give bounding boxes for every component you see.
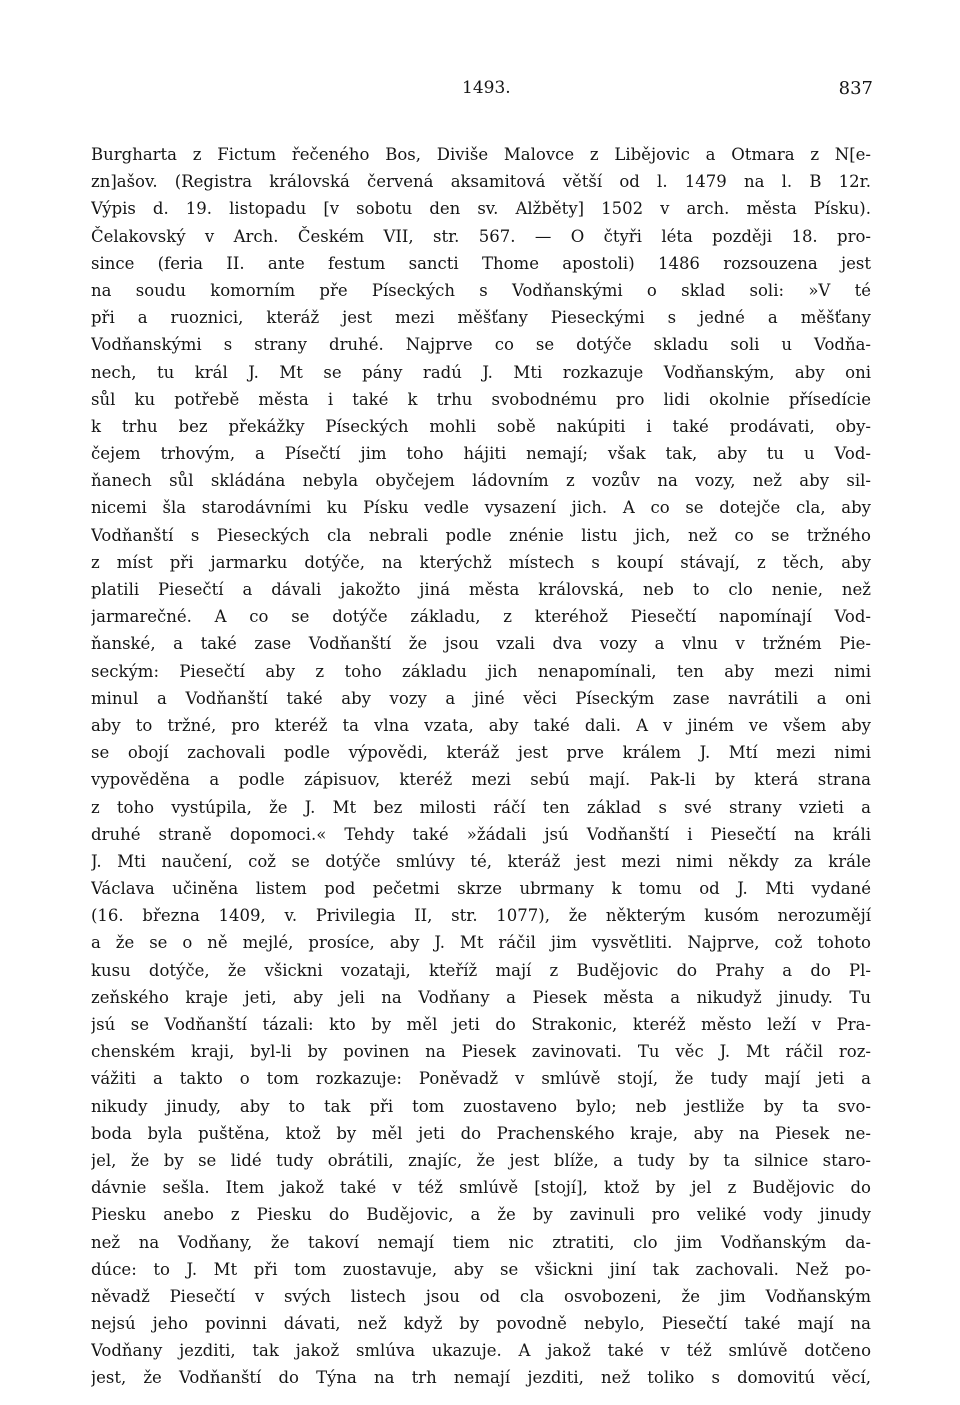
text-line: kusu dotýče, že všickni vozataji, kteříž mají z Budějovic do Prahy a do Pl- [91, 960, 871, 980]
text-line: (16. března 1409, v. Privilegia II, str. 1077), že některým kusóm nerozumějí [91, 906, 871, 926]
text-line: Čelakovský v Arch. Českém VII, str. 567. — O čtyři léta později 18. pro- [91, 226, 871, 246]
text-line: z míst při jarmarku dotýče, na kterýchž místech s koupí stávají, z těch, aby [91, 552, 871, 572]
text-line: a že se o ně mejlé, prosíce, aby J. Mt ráčil jim vysvětliti. Najprve, což tohoto [91, 933, 871, 953]
text-line: při a ruoznici, kteráž jest mezi měšťany Pieseckými s jedné a měšťany [91, 308, 871, 328]
text-line: boda byla puštěna, ktož by měl jeti do Prachenského kraje, aby na Piesek ne- [91, 1123, 871, 1143]
text-line: z toho vystúpila, že J. Mt bez milosti ráčí ten základ s své strany vzieti a [91, 797, 871, 817]
text-line: vypověděna a podle zápisuov, kteréž mezi sebú mají. Pak-li by která strana [91, 770, 871, 790]
text-line: dúce: to J. Mt při tom zuostavuje, aby se všickni jiní tak zachovali. Než po- [91, 1259, 871, 1279]
text-line: na soudu komorním pře Píseckých s Vodňanskými o sklad soli: »V té [91, 280, 871, 300]
text-line: jarmarečné. A co se dotýče základu, z kteréhož Piesečtí napomínají Vod- [91, 607, 871, 627]
text-line: seckým: Piesečtí aby z toho základu jich nenapomínali, ten aby mezi nimi [91, 661, 871, 681]
text-line: sůl ku potřebě města i také k trhu svobodnému pro lidi okolnie přísedície [91, 389, 871, 409]
text-line: nicemi šla starodávními ku Písku vedle vysazení jich. A co se dotejče cla, aby [91, 498, 871, 518]
text-line: jel, že by se lidé tudy obrátili, znajíc, že jest blíže, a tudy by ta silnice staro- [91, 1150, 871, 1170]
text-line: Vodňanskými s strany druhé. Najprve co se dotýče skladu soli u Vodňa- [91, 335, 871, 355]
page-number: 837 [838, 78, 873, 99]
text-line: ňanské, a také zase Vodňanští že jsou vzali dva vozy a vlnu v tržném Pie- [91, 634, 871, 654]
text-line: Václava učiněna listem pod pečetmi skrze ubrmany k tomu od J. Mti vydané [91, 879, 871, 899]
text-line: J. Mti naučení, což se dotýče smlúvy té, kteráž jest mezi nimi někdy za krále [91, 851, 871, 871]
text-line: jest, že Vodňanští do Týna na trh nemají jezditi, než toliko s domovitú věcí, [91, 1368, 871, 1388]
text-line: k trhu bez překážky Píseckých mohli sobě nakúpiti i také prodávati, oby- [91, 416, 871, 436]
text-line: chenském kraji, byl-li by povinen na Piesek zavinovati. Tu věc J. Mt ráčil roz- [91, 1042, 871, 1062]
text-line: se obojí zachovali podle výpovědi, kteráž jest prve králem J. Mtí mezi nimi [91, 743, 871, 763]
text-line: něvadž Piesečtí v svých listech jsou od cla osvobozeni, že jim Vodňanským [91, 1286, 871, 1306]
text-line: aby to tržné, pro kteréž ta vlna vzata, aby také dali. A v jiném ve všem aby [91, 715, 871, 735]
text-line: druhé straně dopomoci.« Tehdy také »žádali jsú Vodňanští i Piesečtí na králi [91, 824, 871, 844]
page-header [0, 78, 960, 106]
text-line: Piesku anebo z Piesku do Budějovic, a že by zavinuli pro veliké vody jinudy [91, 1205, 871, 1225]
text-line: Výpis d. 19. listopadu [v sobotu den sv. Alžběty] 1502 v arch. města Písku). [91, 199, 871, 219]
text-line: zeňského kraje jeti, aby jeli na Vodňany a Piesek města a nikudyž jinudy. Tu [91, 987, 871, 1007]
text-line: čejem trhovým, a Písečtí jim toho hájiti nemají; však tak, aby tu u Vod- [91, 444, 871, 464]
text-line: nech, tu král J. Mt se pány radú J. Mti rozkazuje Vodňanským, aby oni [91, 362, 871, 382]
text-line: minul a Vodňanští také aby vozy a jiné věci Píseckým zase navrátili a oni [91, 688, 871, 708]
text-line: vážiti a takto o tom rozkazuje: Poněvadž v smlúvě stojí, že tudy mají jeti a [91, 1069, 871, 1089]
text-line: jsú se Vodňanští tázali: kto by měl jeti do Strakonic, kteréž město leží v Pra- [91, 1015, 871, 1034]
text-line: Burgharta z Fictum řečeného Bos, Diviše Malovce z Libějovic a Otmara z N[e- [91, 145, 871, 164]
text-line: nejsú jeho povinni dávati, než když by povodně nebylo, Piesečtí také mají na [91, 1314, 871, 1334]
text-line: Vodňany jezditi, tak jakož smlúva ukazuje. A jakož také v též smlúvě dotčeno [91, 1341, 871, 1361]
text-line: zn]ašov. (Registra královská červená aksamitová větší od l. 1479 na l. B 12r. [91, 172, 871, 192]
text-line: Vodňanští s Pieseckých cla nebrali podle znénie listu jich, než co se tržného [91, 525, 871, 545]
body-text [91, 141, 871, 1392]
page-year: 1493. [462, 78, 511, 98]
text-line: než na Vodňany, že takoví nemají tiem nic ztratiti, clo jim Vodňanským da- [91, 1232, 871, 1252]
text-line: nikudy jinudy, aby to tak při tom zuostaveno bylo; neb jestliže by ta svo- [91, 1096, 871, 1116]
text-line: platili Piesečtí a dávali jakožto jiná města královská, neb to clo nenie, než [91, 580, 871, 599]
text-line: ňanech sůl skládána nebyla obyčejem ládovním z vozův na vozy, než aby sil- [91, 471, 871, 491]
text-line: since (feria II. ante festum sancti Thome apostoli) 1486 rozsouzena jest [91, 253, 871, 273]
text-line: dávnie sešla. Item jakož také v též smlúvě [stojí], ktož by jel z Budějovic do [91, 1178, 871, 1198]
